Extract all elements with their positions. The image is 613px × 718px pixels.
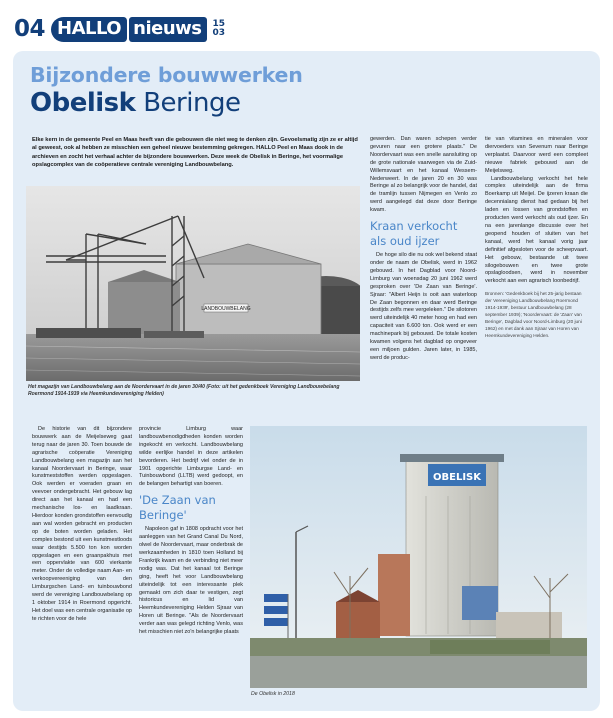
col-a-paragraph-2: De hoge silo die nu ook wel bekend staat onder de naam de Obelisk, werd in 1962 gebouwd. In het Dagblad voor Noord-Limburg van woensdag 20 juni 1962 werd gesproken over 'De Zaan van Beringe'. Sjraar: "Albert Heijn is ooit aan waterloop De Zaan begonnen en daar werd Beringe destijds zelfs mee vergeleken." De silotoren werd uiteindelijk 40 meter hoog en had een capaciteit van 6.600 ton. Ook werd er een machinepark bij gebouwd. De totale kosten kwamen volgens het dagblad op ongeveer een miljoen gulden. Jaren later, in 1985, werd de produc- — [370, 252, 477, 361]
col-d-paragraph-2: Napoleon gaf in 1808 opdracht voor het aanleggen van het Grand Canal Du Nord, olwel de Noordervaart, maar onderbrak de werkzaamheden in 1810 toen Holland bij Frankrijk kwam en de verbinding niet meer nodig was. Dat het kanaal tot Beringe ging, heeft het voor Landbouwbelang uiteindelijk tot een interessante plek gemaakt om zich daar te vestigen, zegt historicus en lid van Heemkundevereniging Helden Sjraar van Horen uit Beringe. "Als de Noordervaart verder aan was gelegd richting Venlo, was het misschien niet zo'n belangrijke plaats — [139, 526, 243, 636]
subhead-kraan: Kraan verkocht als oud ijzer — [370, 219, 458, 249]
subhead-zaan: 'De Zaan van Beringe' — [139, 493, 216, 523]
warehouse-sign: LANDBOUWBELANG — [201, 306, 251, 312]
historic-photo-caption: Het magazijn van Landbouwbelang aan de Noordervaart in de jaren 30/40 (Foto: uit het gedenkboek Vereniging Landbouwbelang Roermond 1914-1939 via Heemkundevereniging Helden) — [28, 384, 340, 397]
issue-day: 15 — [212, 19, 226, 29]
col-d-paragraph-1: provincie Limburg waar landbouwbenodigdheden konden worden ingekocht en verkocht. Landbouwbelang wilde eerlijke handel in deze artikelen bevorderen. Het bedrijf viel onder de in 1901 opgerichte Limburgse Land- en Tuinbouwbond (LLTB) werd gedoopt, en de belangen behartigt van boeren. — [139, 426, 243, 488]
logo-nieuws: nieuws — [129, 17, 207, 42]
historic-photo-illustration — [26, 186, 360, 381]
masthead — [14, 14, 225, 44]
issue-date — [212, 20, 225, 38]
article-title — [30, 88, 240, 118]
column-d — [139, 426, 243, 637]
hallo-nieuws-logo — [51, 15, 207, 43]
obelisk-2018-photo — [250, 426, 587, 688]
col-b-paragraph-2: Landbouwbelang verkocht het hele complex uiteindelijk aan de firma Boerkamp uit Meijel. De ijzeren kraan die decennialang dienst had gedaan bij het laden en lossen van grondstoffen en producten werd verkocht als oud ijzer. En na een jarenlange discussie over het geopend houden of sluiten van het kanaal, werd het kanaal vorig jaar definitief afgesloten voor de scheepvaart. Het gebouw, bestaande uit twee silogebouwen en twee grote opslagloodsen, werd in november verkocht aan een agrarisch loonbedrijf. — [485, 175, 588, 285]
issue-month: 03 — [212, 28, 226, 38]
logo-hallo: HALLO — [51, 17, 127, 42]
historic-warehouse-photo — [26, 186, 360, 381]
sources-note: Bronnen: 'Gedenkboek bij het 25-jarig bestaan der Vereeniging Landbouwbelang Roermond 1914-1939', bestuur Landbouwbelang (28 september 1939); 'Noordervaart: de 'Zaan' van Beringe', Dagblad voor Noord-Limburg (20 juni 1962) en met dank aan Sjraar van Horen van Heemkundevereniging Helden. — [485, 291, 582, 338]
column-a — [370, 136, 477, 363]
modern-photo-illustration — [250, 426, 587, 688]
obelisk-sign: OBELISK — [433, 472, 481, 483]
article-intro: Elke kern in de gemeente Peel en Maas heeft van die gebouwen die niet weg te denken zijn. Gevoelsmatig zijn ze er altijd al geweest, ook al hebben ze misschien een geheel nieuwe bestemming gekregen. HALLO Peel en Maas dook in de archieven en zocht het verhaal achter de bijzondere bouwwerken. Deze week de Obelisk in Beringe, het voormalige opslagcomplex van de coöperatieve centrale vereniging Landbouwbelang. — [32, 137, 358, 168]
col-b-paragraph-1: tie van vitamines en mineralen voor diervoeders van Sevenum naar Beringe verplaatst. Daarvoor werd een compleet nieuwe fabriek gebouwd aan de Meijelsweg. — [485, 136, 588, 174]
title-bold: Obelisk — [30, 88, 136, 118]
col-a-paragraph-1: gewerden. Dan waren schepen verder gevuren naar een grotere plaats." De Noordervaart was een snelle aansluiting op de grote nationale vaarwegen via de Zuid-Willemsvaart en het kanaal Wessem-Nederweert. In de jaren 20 en 30 was Beringe al zo belangrijk voor de handel, dat de tramlijn tussen Nijmegen en Venlo zo werd aangelegd dat deze door Beringe kwam. — [370, 136, 477, 214]
col-c-paragraph: De historie van dit bijzondere bouwwerk aan de Meijelseweg gaat terug naar de jaren 30. Toen bouwde de agrarische coöperatie Vereniging Landbouwbelang een magazijn aan het kanaal Noordervaart in Beringe, waar kunstmeststoffen werden opgeslagen. Ook werden er voeraden graan en veevoer ondergebracht. Het gebouw lag direct aan het kanaal en had een mechanische los- en laadkraan. Hierdoor konden grondstoffen eenvoudig aan wal worden gebracht en producten op de boten worden geladen. Het complex bestond uit een kunstmestloods waar destijds 5.500 ton kon worden opgeslagen en een graanpakhuis met een oppervlakte van 600 vierkante meter. Onder de volledige naam Aan- en verkoopvereeniging van den Limburgschen Land- en tuinbouwbond werd de vereniging Landbouwbelang op 1 oktober 1914 in Roermond opgericht. Het doel was een centrale organisatie op te richten voor de hele — [32, 426, 132, 622]
obelisk-photo-caption: De Obelisk in 2018 — [251, 691, 295, 697]
title-rest: Beringe — [135, 88, 241, 118]
article-kicker: Bijzondere bouwwerken — [30, 63, 303, 87]
page-number: 04 — [14, 16, 46, 42]
column-b — [485, 136, 588, 340]
column-c — [32, 426, 132, 624]
